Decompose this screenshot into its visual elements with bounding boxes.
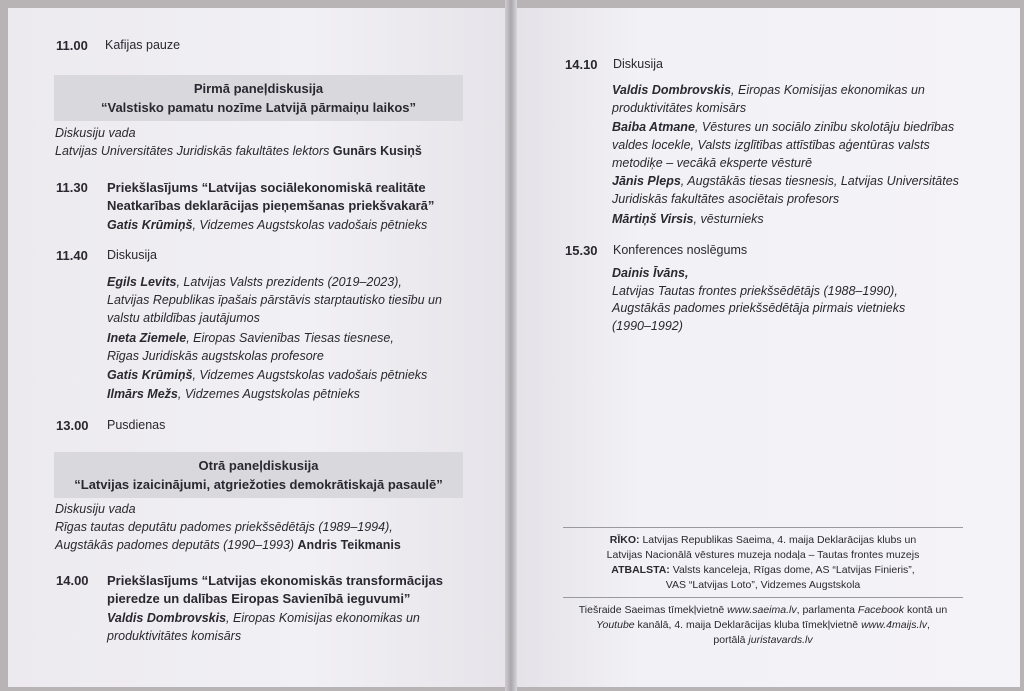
footer-rule-bottom [563, 597, 963, 598]
r3-role1: , Augstākās tiesas tiesnesis, Latvijas Universitātes [680, 174, 959, 188]
closing-line2: Augstākās padomes priekšsēdētāja pirmais vietnieks [612, 301, 906, 315]
talk1-time: 11.30 [56, 180, 88, 195]
talk1-role: , Vidzemes Augstskolas vadošais pētnieks [192, 218, 428, 232]
stream-text2: , parlamenta [796, 604, 858, 616]
p3-line1 [107, 366, 427, 385]
disc2-label: Diskusija [613, 57, 664, 71]
p4-name: Ilmārs Mežs [107, 387, 178, 401]
talk2-speaker-line [107, 609, 420, 628]
saeima-link[interactable]: www.saeima.lv [727, 604, 797, 616]
r3-line1 [612, 172, 959, 191]
p1-line1 [107, 273, 402, 292]
r4-role1: , vēsturnieks [693, 212, 764, 226]
p1-role1: , Latvijas Valsts prezidents (2019–2023), [176, 275, 402, 289]
stream-text4: kanālā, 4. maija Deklarācijas kluba tīmekļvietnē [634, 619, 862, 631]
juristavards-link[interactable]: juristavards.lv [748, 634, 813, 646]
talk2-line1: Priekšlasījums “Latvijas ekonomiskās transformācijas [107, 573, 444, 588]
panel2-title: Otrā paneļdiskusija [198, 458, 319, 473]
mod2-line2 [55, 536, 401, 555]
panel2-subtitle: “Latvijas izaicinājumi, atgriežoties demokrātiskajā pasaulē” [74, 477, 443, 492]
panel2-box [54, 452, 463, 498]
riko-text1: Latvijas Republikas Saeima, 4. maija Deklarācijas klubs un [639, 534, 917, 546]
mod1-line [55, 142, 422, 161]
stream-line1 [563, 603, 963, 618]
footer-stream [563, 603, 963, 648]
mod1-desc: Latvijas Universitātes Juridiskās fakultātes lektors [55, 144, 333, 158]
disc1-label: Diskusija [107, 248, 158, 262]
youtube-text: Youtube [596, 619, 635, 631]
atbalsta-line2: VAS “Latvijas Loto”, Vidzemes Augstskola [665, 579, 861, 591]
atbalsta-label: ATBALSTA: [611, 564, 670, 576]
talk1-speaker-line [107, 216, 427, 235]
r3-line2: Juridiskās fakultātes asociētais profesors [612, 192, 840, 206]
talk2-role2: produktivitātes komisārs [107, 629, 242, 643]
r4-name: Mārtiņš Virsis [612, 212, 694, 226]
r1-name: Valdis Dombrovskis [612, 83, 732, 97]
disc2-time: 14.10 [565, 57, 598, 72]
mod2-desc: Augstākās padomes deputāts (1990–1993) [55, 538, 298, 552]
closing-time: 15.30 [565, 243, 598, 258]
stream-line3 [563, 633, 963, 648]
talk1-line2: Neatkarības deklarācijas pieņemšanas priekšvakarā” [107, 198, 435, 213]
r3-name: Jānis Pleps [612, 174, 681, 188]
closing-name: Dainis Īvāns, [612, 266, 689, 280]
atbalsta-line1 [563, 563, 963, 578]
stream-text1: Tiešraide Saeimas tīmekļvietnē [578, 604, 728, 616]
r1-role1: , Eiropas Komisijas ekonomikas un [731, 83, 925, 97]
closing-line1: Latvijas Tautas frontes priekšsēdētājs (1988–1990), [612, 284, 898, 298]
r2-line3: metodiķe – vecākā eksperte vēsturē [612, 156, 813, 170]
closing-label: Konferences noslēgums [613, 243, 748, 257]
p2-name: Ineta Ziemele [107, 331, 187, 345]
talk1-speaker: Gatis Krūmiņš [107, 218, 193, 232]
mod2-line1: Rīgas tautas deputātu padomes priekšsēdētājs (1989–1994), [55, 520, 393, 534]
p2-line1 [107, 329, 394, 348]
talk1-line1: Priekšlasījums “Latvijas sociālekonomiskā realitāte [107, 180, 426, 195]
p1-name: Egils Levits [107, 275, 177, 289]
facebook-text: Facebook [857, 604, 905, 616]
r2-line1 [612, 118, 954, 137]
talk2-speaker: Valdis Dombrovskis [107, 611, 227, 625]
talk2-role: , Eiropas Komisijas ekonomikas un [226, 611, 420, 625]
p3-name: Gatis Krūmiņš [107, 368, 193, 382]
lunch-label: Pusdienas [107, 418, 166, 432]
lunch-time: 13.00 [56, 418, 89, 433]
page-fold [505, 0, 517, 691]
coffee-time: 11.00 [56, 38, 88, 53]
r2-name: Baiba Atmane [612, 120, 695, 134]
4maijs-link[interactable]: www.4maijs.lv [861, 619, 927, 631]
p1-line3: valstu atbildības jautājumos [107, 311, 260, 325]
p3-role1: , Vidzemes Augstskolas vadošais pētnieks [192, 368, 428, 382]
p2-role1: , Eiropas Savienības Tiesas tiesnese, [186, 331, 394, 345]
mod2-name: Andris Teikmanis [297, 538, 401, 552]
mod1-name: Gunārs Kusiņš [332, 144, 422, 158]
p1-line2: Latvijas Republikas īpašais pārstāvis starptautisko tiesību un [107, 293, 442, 307]
p2-line2: Rīgas Juridiskās augstskolas profesore [107, 349, 324, 363]
coffee-label: Kafijas pauze [105, 38, 181, 52]
talk2-line2: pieredze un dalības Eiropas Savienībā ieguvumi” [107, 591, 411, 606]
p4-line1 [107, 385, 360, 404]
riko-line1 [563, 533, 963, 548]
riko-label: RĪKO: [609, 534, 640, 546]
stream-line2 [563, 618, 963, 633]
r1-line2: produktivitātes komisārs [612, 101, 747, 115]
atbalsta-text1: Valsts kanceleja, Rīgas dome, AS “Latvijas Finieris”, [669, 564, 915, 576]
p4-role1: , Vidzemes Augstskolas pētnieks [177, 387, 360, 401]
panel1-subtitle: “Valstisko pamatu nozīme Latvijā pārmaiņu laikos” [101, 100, 416, 115]
mod2-label: Diskusiju vada [55, 502, 136, 516]
footer-riko [563, 533, 963, 593]
panel1-box [54, 75, 463, 121]
riko-line2: Latvijas Nacionālā vēstures muzeja nodaļa – Tautas frontes muzejs [606, 549, 920, 561]
stream-text5: portālā [713, 634, 749, 646]
mod1-label: Diskusiju vada [55, 126, 136, 140]
footer-rule-top [563, 527, 963, 528]
r2-role1: , Vēstures un sociālo zinību skolotāju biedrības [694, 120, 955, 134]
stream-text3: kontā un [904, 604, 948, 616]
r1-line1 [612, 81, 925, 100]
talk2-time: 14.00 [56, 573, 89, 588]
stream-comma: , [927, 619, 930, 631]
disc1-time: 11.40 [56, 248, 88, 263]
r4-line1 [612, 210, 764, 229]
closing-line3: (1990–1992) [612, 319, 683, 333]
panel1-title: Pirmā paneļdiskusija [193, 81, 324, 96]
r2-line2: valdes locekle, Valsts izglītības attīstības aģentūras valsts [612, 138, 930, 152]
